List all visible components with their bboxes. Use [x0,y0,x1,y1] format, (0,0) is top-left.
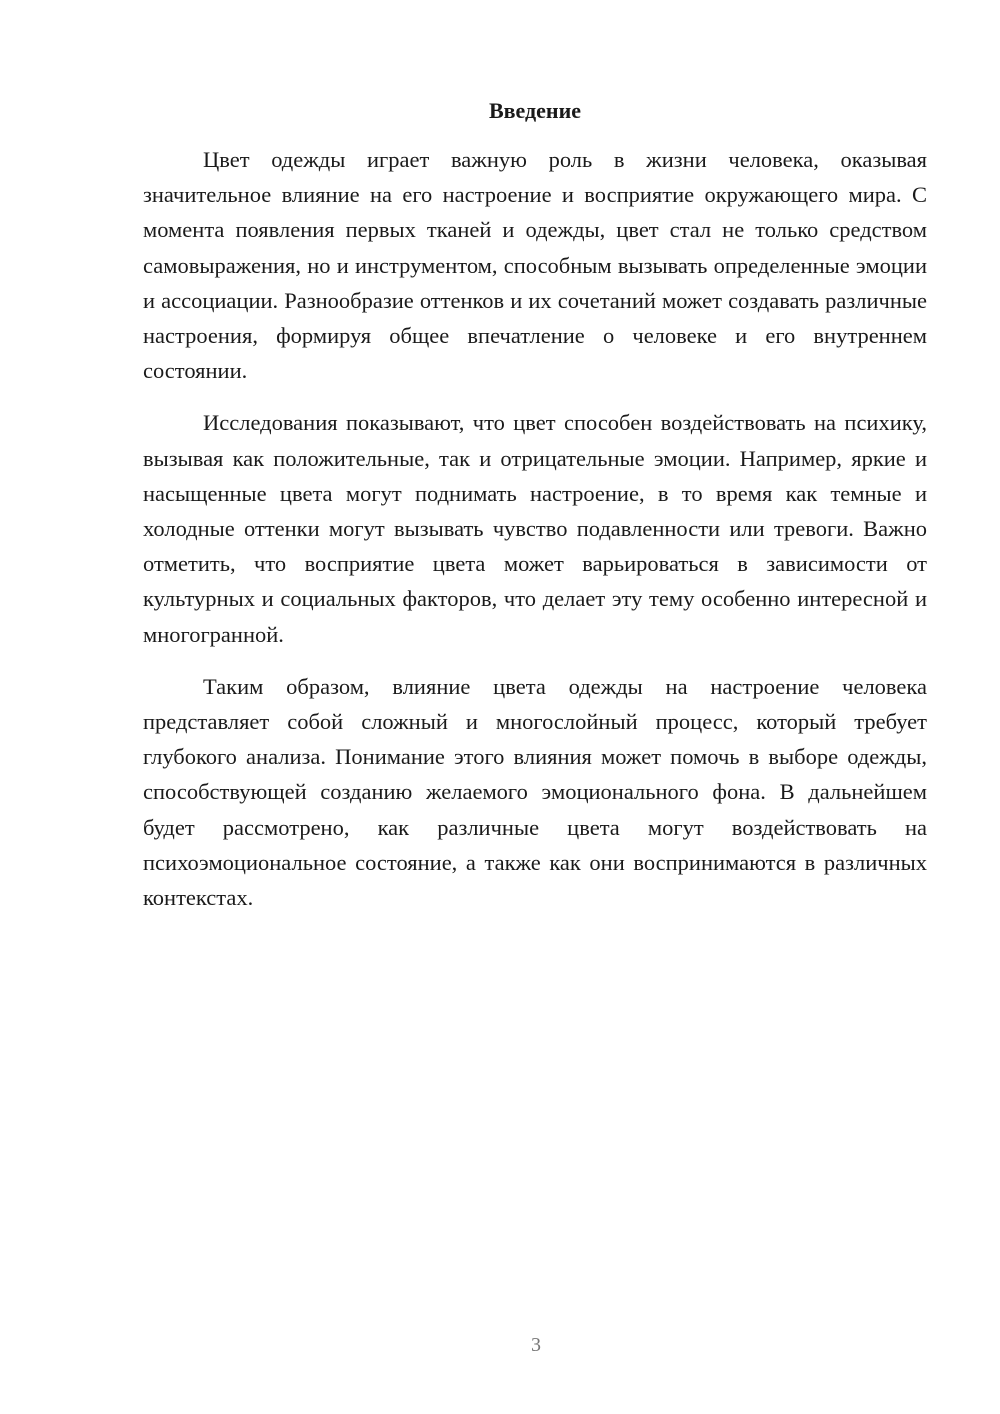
paragraph-1: Цвет одежды играет важную роль в жизни человека, оказывая значительное влияние на его настроение и восприятие окружающего мира. С момента появления первых тканей и одежды, цвет стал не только средством самовыражения, но и инструментом, способным вызывать определенные эмоции и ассоциации. Разнообразие оттенков и их сочетаний может создавать различные настроения, формируя общее впечатление о человеке и его внутреннем состоянии. [143,147,927,384]
page-content [143,92,927,932]
paragraph-2: Исследования показывают, что цвет способен воздействовать на психику, вызывая как положительные, так и отрицательные эмоции. Например, яркие и насыщенные цвета могут поднимать настроение, в то время как темные и холодные оттенки могут вызывать чувство подавленности или тревоги. Важно отметить, что восприятие цвета может варьироваться в зависимости от культурных и социальных факторов, что делает эту тему особенно интересной и многогранной. [143,410,927,647]
paragraph-3: Таким образом, влияние цвета одежды на настроение человека представляет собой сложный и многослойный процесс, который требует глубокого анализа. Понимание этого влияния может помочь в выборе одежды, способствующей созданию желаемого эмоционального фона. В дальнейшем будет рассмотрено, как различные цвета могут воздействовать на психоэмоциональное состояние, а также как они воспринимаются в различных контекстах. [143,673,927,911]
page-number: 3 [531,1334,541,1356]
section-title: Введение [488,98,582,123]
